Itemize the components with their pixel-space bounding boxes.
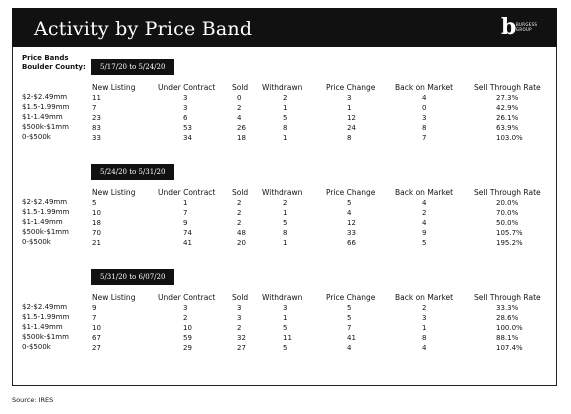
table-cell: 70 <box>92 229 101 237</box>
table-cell: 7 <box>183 209 188 217</box>
column-header: Under Contract <box>158 188 216 197</box>
table-cell: 7 <box>347 324 352 332</box>
date-range-label: 5/31/20 to 6/07/20 <box>91 269 174 285</box>
table-cell: 10 <box>183 324 192 332</box>
table-cell: 66 <box>347 239 356 247</box>
table-cell: 3 <box>422 314 427 322</box>
column-header: New Listing <box>92 293 136 302</box>
column-header: Price Change <box>326 188 376 197</box>
table-cell: 10 <box>92 324 101 332</box>
price-band-label: $1.5-1.99mm <box>22 313 70 321</box>
table-cell: 3 <box>183 104 188 112</box>
table-cell: 27 <box>92 344 101 352</box>
table-cell: 5 <box>422 239 427 247</box>
table-cell: 2 <box>183 314 188 322</box>
table-cell: 12 <box>347 219 356 227</box>
table-cell: 8 <box>422 334 427 342</box>
table-cell: 0 <box>422 104 427 112</box>
table-cell: 70.0% <box>496 209 519 217</box>
table-cell: 63.9% <box>496 124 519 132</box>
price-band-label: $2-$2.49mm <box>22 303 68 311</box>
table-cell: 2 <box>283 94 288 102</box>
price-band-label: $2-$2.49mm <box>22 198 68 206</box>
table-cell: 7 <box>422 134 427 142</box>
table-cell: 2 <box>422 209 427 217</box>
price-band-label: $1-1.49mm <box>22 113 63 121</box>
table-cell: 1 <box>283 104 288 112</box>
table-cell: 4 <box>422 344 427 352</box>
table-cell: 5 <box>283 219 288 227</box>
table-cell: 1 <box>183 199 188 207</box>
table-cell: 59 <box>183 334 192 342</box>
column-header: New Listing <box>92 188 136 197</box>
price-band-label: $500k-$1mm <box>22 228 69 236</box>
table-cell: 2 <box>237 324 242 332</box>
table-cell: 3 <box>422 114 427 122</box>
table-cell: 2 <box>422 304 427 312</box>
table-cell: 105.7% <box>496 229 523 237</box>
price-band-label: $2-$2.49mm <box>22 93 68 101</box>
table-cell: 33 <box>347 229 356 237</box>
table-cell: 2 <box>237 199 242 207</box>
table-cell: 27.3% <box>496 94 519 102</box>
table-cell: 1 <box>283 314 288 322</box>
table-cell: 8 <box>422 124 427 132</box>
table-cell: 34 <box>183 134 192 142</box>
price-band-label: $1.5-1.99mm <box>22 103 70 111</box>
price-band-list <box>22 92 69 142</box>
table-cell: 195.2% <box>496 239 523 247</box>
column-header: Withdrawn <box>262 83 303 92</box>
price-band-label: $500k-$1mm <box>22 333 69 341</box>
date-range-label: 5/17/20 to 5/24/20 <box>91 59 174 75</box>
table-cell: 3 <box>237 304 242 312</box>
table-cell: 1 <box>283 209 288 217</box>
table-cell: 5 <box>283 114 288 122</box>
column-header: Back on Market <box>395 83 454 92</box>
column-header: Sold <box>232 293 249 302</box>
table-cell: 5 <box>92 199 97 207</box>
column-header: Sold <box>232 188 249 197</box>
table-cell: 41 <box>183 239 192 247</box>
table-cell: 18 <box>237 134 246 142</box>
column-header: Withdrawn <box>262 293 303 302</box>
table-cell: 28.6% <box>496 314 519 322</box>
table-cell: 1 <box>283 239 288 247</box>
table-cell: 103.0% <box>496 134 523 142</box>
table-cell: 33 <box>92 134 101 142</box>
source-note: Source: IRES <box>12 396 54 404</box>
table-cell: 4 <box>347 209 352 217</box>
table-cell: 5 <box>347 304 352 312</box>
price-band-list <box>22 302 69 352</box>
table-cell: 4 <box>347 344 352 352</box>
county-label: Boulder County: <box>22 63 86 71</box>
column-header: Withdrawn <box>262 188 303 197</box>
table-cell: 12 <box>347 114 356 122</box>
table-cell: 24 <box>347 124 356 132</box>
table-cell: 5 <box>347 199 352 207</box>
table-cell: 23 <box>92 114 101 122</box>
table-cell: 53 <box>183 124 192 132</box>
price-band-label: 0-$500k <box>22 238 51 246</box>
price-band-label: $1-1.49mm <box>22 323 63 331</box>
table-cell: 7 <box>92 314 97 322</box>
column-header: Under Contract <box>158 293 216 302</box>
column-header: Sold <box>232 83 249 92</box>
table-cell: 42.9% <box>496 104 519 112</box>
logo-text <box>516 22 537 32</box>
logo-text-line1: BURGESS <box>516 22 538 27</box>
table-cell: 20 <box>237 239 246 247</box>
column-header: Sell Through Rate <box>474 188 541 197</box>
logo-mark: b <box>501 14 517 40</box>
table-cell: 67 <box>92 334 101 342</box>
table-cell: 2 <box>283 199 288 207</box>
table-cell: 11 <box>92 94 101 102</box>
price-band-label: 0-$500k <box>22 133 51 141</box>
table-cell: 5 <box>283 324 288 332</box>
table-cell: 2 <box>237 104 242 112</box>
table-cell: 3 <box>347 94 352 102</box>
table-cell: 107.4% <box>496 344 523 352</box>
table-cell: 32 <box>237 334 246 342</box>
table-cell: 2 <box>237 219 242 227</box>
price-band-list <box>22 197 69 247</box>
title-banner <box>12 8 557 47</box>
table-cell: 5 <box>283 344 288 352</box>
table-cell: 29 <box>183 344 192 352</box>
column-header: New Listing <box>92 83 136 92</box>
table-cell: 18 <box>92 219 101 227</box>
table-cell: 26 <box>237 124 246 132</box>
table-cell: 1 <box>422 324 427 332</box>
table-cell: 4 <box>422 94 427 102</box>
price-band-label: $1-1.49mm <box>22 218 63 226</box>
column-header: Back on Market <box>395 188 454 197</box>
price-band-label: 0-$500k <box>22 343 51 351</box>
table-cell: 9 <box>422 229 427 237</box>
table-cell: 8 <box>347 134 352 142</box>
table-cell: 50.0% <box>496 219 519 227</box>
table-cell: 9 <box>92 304 97 312</box>
column-header: Sell Through Rate <box>474 293 541 302</box>
table-cell: 88.1% <box>496 334 519 342</box>
date-range-label: 5/24/20 to 5/31/20 <box>91 164 174 180</box>
table-cell: 33.3% <box>496 304 519 312</box>
table-cell: 8 <box>283 229 288 237</box>
table-cell: 74 <box>183 229 192 237</box>
table-cell: 21 <box>92 239 101 247</box>
page-title: Activity by Price Band <box>34 18 253 40</box>
table-cell: 83 <box>92 124 101 132</box>
logo-text-line2: GROUP <box>516 27 532 32</box>
table-cell: 11 <box>283 334 292 342</box>
table-cell: 5 <box>347 314 352 322</box>
table-cell: 27 <box>237 344 246 352</box>
table-cell: 41 <box>347 334 356 342</box>
column-header: Price Change <box>326 83 376 92</box>
table-cell: 9 <box>183 219 188 227</box>
table-cell: 8 <box>283 124 288 132</box>
table-cell: 0 <box>237 94 242 102</box>
table-cell: 3 <box>183 94 188 102</box>
price-bands-label: Price Bands <box>22 54 69 62</box>
price-band-label: $1.5-1.99mm <box>22 208 70 216</box>
table-cell: 100.0% <box>496 324 523 332</box>
table-cell: 1 <box>283 134 288 142</box>
price-band-label: $500k-$1mm <box>22 123 69 131</box>
price-bands-heading <box>22 54 86 72</box>
column-header: Price Change <box>326 293 376 302</box>
table-cell: 20.0% <box>496 199 519 207</box>
table-cell: 6 <box>183 114 188 122</box>
column-header: Sell Through Rate <box>474 83 541 92</box>
table-cell: 48 <box>237 229 246 237</box>
table-cell: 7 <box>92 104 97 112</box>
table-cell: 3 <box>237 314 242 322</box>
table-cell: 1 <box>347 104 352 112</box>
burgess-group-logo <box>501 13 543 43</box>
table-cell: 3 <box>183 304 188 312</box>
table-cell: 4 <box>422 199 427 207</box>
table-cell: 10 <box>92 209 101 217</box>
table-cell: 26.1% <box>496 114 519 122</box>
table-cell: 2 <box>237 209 242 217</box>
column-header: Back on Market <box>395 293 454 302</box>
table-cell: 4 <box>422 219 427 227</box>
column-header: Under Contract <box>158 83 216 92</box>
table-cell: 4 <box>237 114 242 122</box>
table-cell: 3 <box>283 304 288 312</box>
